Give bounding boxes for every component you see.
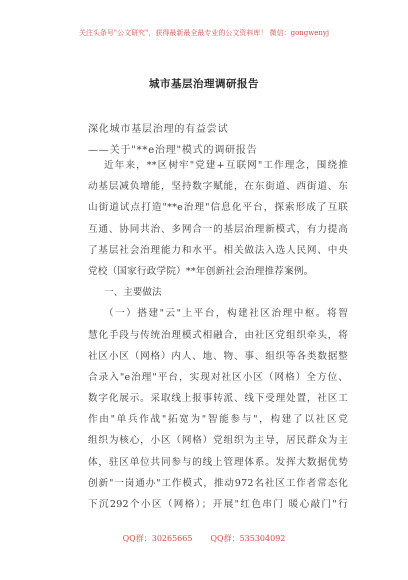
paragraph-line: 慧化手段与传统治理模式相融合，由社区党组织牵头，将	[88, 329, 348, 341]
document-title: 城市基层治理调研报告	[149, 78, 259, 90]
paragraph-line: （一）搭建"云"上平台，构建社区治理中枢。将智	[104, 308, 348, 320]
header-note: 关注头条号"公文研究"，获得最新最全最专业的公文资料库！ 微信：gongwenyj	[78, 29, 330, 37]
subtitle-secondary: ——关于"**e治理"模式的调研报告	[88, 145, 258, 156]
qq-group-2: QQ群：535304092	[210, 534, 286, 543]
paragraph-line: 组织为核心，小区（网格）党组织为主导，居民群众为主	[88, 435, 348, 447]
qq-group-1: QQ群：30265665	[122, 534, 193, 543]
section-heading: 一、主要做法	[104, 287, 162, 299]
paragraph-line: 山街道试点打造"**e治理"信息化平台，探索形成了互联	[88, 202, 348, 214]
paragraph-line: 合录入"e治理"平台，实现对社区小区（网格）全方位、	[88, 371, 348, 383]
footer-contact	[0, 533, 408, 544]
paragraph-platform	[88, 303, 348, 515]
paragraph-line: 党校（国家行政学院）**年创新社会治理推荐案例。	[88, 265, 314, 277]
paragraph-line: 作由"单兵作战"拓宽为"智能参与"，构建了以社区党	[88, 414, 348, 426]
paragraph-line: 下沉292个小区（网格）；开展"红色串门 暖心敲门"行	[88, 499, 348, 510]
paragraph-line: 近年来，**区树牢"党建+互联网"工作理念，围绕推	[104, 160, 348, 171]
paragraph-intro	[88, 155, 348, 282]
paragraph-line: 体，驻区单位共同参与的线上管理体系。发挥大数据优势	[88, 456, 348, 468]
paragraph-line: 动基层减负增能，坚持数字赋能，在东街道、西街道、东	[88, 181, 348, 193]
paragraph-line: 互通、协同共治、多网合一的基层治理新模式，有力提高	[88, 223, 348, 235]
paragraph-line: 了基层社会治理能力和水平。相关做法入选人民网、中央	[88, 244, 348, 256]
paragraph-line: 数字化展示。采取线上报事转派、线下受理处置，社区工	[88, 393, 348, 405]
document-body	[88, 155, 348, 515]
subtitle-main: 深化城市基层治理的有益尝试	[88, 124, 229, 135]
paragraph-line: 创新"一岗通办"工作模式，推动972名社区工作者常态化	[88, 477, 348, 489]
paragraph-line: 社区小区（网格）内人、地、物、事、组织等各类数据整	[88, 350, 348, 362]
